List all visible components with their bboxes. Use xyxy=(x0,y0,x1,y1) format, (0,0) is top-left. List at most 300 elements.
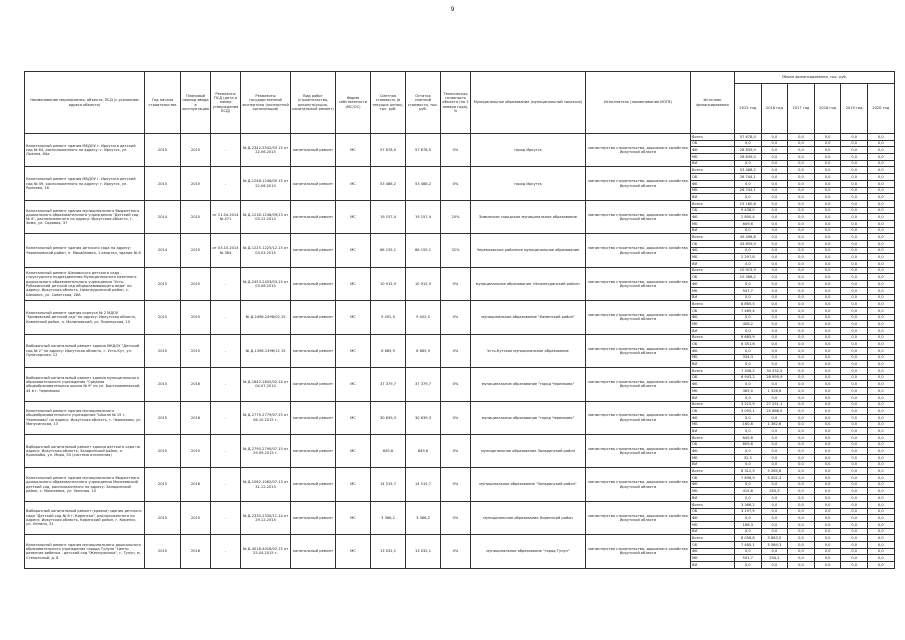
readiness: 0% xyxy=(441,401,471,434)
funding-value: 0,0 xyxy=(867,220,894,227)
funding-value: 0,0 xyxy=(841,174,868,181)
funding-value: 0,0 xyxy=(867,401,894,408)
funding-value: 0,0 xyxy=(814,287,841,294)
funding-value: 15 180,6 xyxy=(735,200,762,207)
funding-value: 0,0 xyxy=(841,187,868,194)
col-balance: Остаток сметной стоимости, тыс. руб. xyxy=(406,72,441,134)
col-year-start: Год начала строительства xyxy=(145,72,181,134)
funding-value: 0,0 xyxy=(735,414,762,421)
funding-value: 0,0 xyxy=(841,508,868,515)
funding-value: 0,0 xyxy=(788,535,815,542)
funding-value: 0,0 xyxy=(761,147,788,154)
table-row xyxy=(25,334,895,341)
funding-value: 0,0 xyxy=(814,562,841,569)
funding-value: 0,0 xyxy=(867,134,894,141)
funding-value: 0,0 xyxy=(761,234,788,241)
funding-value: 7 308,2 xyxy=(735,368,762,375)
funding-value: 0,0 xyxy=(841,448,868,455)
funding-value: 0,0 xyxy=(841,160,868,167)
funding-value: 5 883,5 xyxy=(761,535,788,542)
expertise-details: № Д-1396-1396/12 15 xyxy=(241,334,291,367)
funding-value: 0,0 xyxy=(735,194,762,201)
funding-value: 26 744,1 xyxy=(735,187,762,194)
year-start: 2015 xyxy=(145,167,181,200)
funding-value: 0,0 xyxy=(761,321,788,328)
ownership: МС xyxy=(336,134,371,167)
executor: министерство строительства, дорожного хозяйства Иркутской области xyxy=(586,267,691,300)
work-type: капитальный ремонт xyxy=(291,167,336,200)
funding-value: 365,0 xyxy=(735,388,762,395)
funding-value: 0,0 xyxy=(867,495,894,502)
funding-source: ОБ xyxy=(691,274,735,281)
funding-source: ВИ xyxy=(691,562,735,569)
col-readiness: Техническая готовность объекта (на 1 января года), % xyxy=(441,72,471,134)
funding-value: 0,0 xyxy=(788,394,815,401)
funding-value: 0,0 xyxy=(788,475,815,482)
funding-value: 0,0 xyxy=(788,495,815,502)
funding-source: ФБ xyxy=(691,481,735,488)
funding-value: 0,0 xyxy=(788,374,815,381)
funding-value: 0,0 xyxy=(735,562,762,569)
funding-value: 0,0 xyxy=(841,535,868,542)
funding-value: 0,0 xyxy=(814,254,841,261)
table-row xyxy=(25,501,895,508)
funding-value: 0,0 xyxy=(841,562,868,569)
funding-value: 0,0 xyxy=(761,428,788,435)
psd-details: - xyxy=(211,501,241,534)
funding-value: 0,0 xyxy=(761,247,788,254)
ownership: МС xyxy=(336,401,371,434)
funding-value: 0,0 xyxy=(867,267,894,274)
funding-value: 0,0 xyxy=(788,267,815,274)
funding-value: 0,0 xyxy=(735,160,762,167)
funding-source: ФБ xyxy=(691,180,735,187)
funding-value: 0,0 xyxy=(867,167,894,174)
funding-source: ВИ xyxy=(691,261,735,268)
funding-value: 0,0 xyxy=(841,327,868,334)
year-end: 2015 xyxy=(181,134,211,167)
funding-value: 0,0 xyxy=(788,408,815,415)
funding-value: 53 488,2 xyxy=(735,167,762,174)
funding-value: 0,0 xyxy=(841,321,868,328)
funding-value: 0,0 xyxy=(867,421,894,428)
funding-value: 0,0 xyxy=(735,314,762,321)
funding-value: 0,0 xyxy=(867,341,894,348)
col-year-2018: 2018 год xyxy=(814,84,841,134)
funding-value: 0,0 xyxy=(788,281,815,288)
funding-value: 0,0 xyxy=(867,488,894,495)
funding-source: Всего xyxy=(691,134,735,141)
municipality: муниципальное образование "Заларинский район" xyxy=(471,468,586,501)
funding-value: 25 888,5 xyxy=(761,408,788,415)
funding-value: 0,0 xyxy=(735,381,762,388)
funding-value: 1 526,6 xyxy=(761,388,788,395)
funding-value: 0,0 xyxy=(814,307,841,314)
funding-source: МБ xyxy=(691,321,735,328)
funding-value: 0,0 xyxy=(867,455,894,462)
funding-value: 57 678,0 xyxy=(735,134,762,141)
funding-source: Всего xyxy=(691,535,735,542)
year-start: 2015 xyxy=(145,468,181,501)
funding-source: Всего xyxy=(691,167,735,174)
funding-value: 0,0 xyxy=(761,274,788,281)
funding-value: 0,0 xyxy=(841,261,868,268)
executor: министерство строительства, дорожного хозяйства Иркутской области xyxy=(586,401,691,434)
funding-value: 0,0 xyxy=(788,515,815,522)
project-name: Капитальный ремонт Шеховского детского сада - структурного подразделения Муниципального казенного дошкольного образовательного учреждения "Усть-Рубахинский детский сад общеразвивающего вида" по адресу: Иркутская область, Нижнеудинский район, с. Шеховск, ул. Советская, 28А xyxy=(25,267,145,300)
funding-value: 0,0 xyxy=(841,214,868,221)
expertise-details: № Д-1218-1246/09/13 от 03.12.2013 xyxy=(241,200,291,233)
funding-value: 0,0 xyxy=(841,528,868,535)
funding-value: 0,0 xyxy=(867,448,894,455)
funding-source: ОБ xyxy=(691,140,735,147)
col-work-type: Вид работ (строительство, реконструкция, капитальный ремонт) xyxy=(291,72,336,134)
col-expertise: Реквизиты государственной экспертизы (экспертной организации) xyxy=(241,72,291,134)
funding-value: 0,0 xyxy=(814,220,841,227)
project-name: Капитальный ремонт здания муниципального бюджетного дошкольного образовательного учреждения Моисеевский детский сад, расположенного по адресу: Заларинский район, с. Моисеевка, ул. Зеленая, 10 xyxy=(25,468,145,501)
funding-value: 415,6 xyxy=(735,488,762,495)
balance: 9 002,0 xyxy=(406,301,441,334)
funding-value: 10 368,2 xyxy=(735,274,762,281)
funding-value: 0,0 xyxy=(788,294,815,301)
funding-value: 263,3 xyxy=(761,488,788,495)
funding-value: 0,0 xyxy=(761,434,788,441)
funding-source: ОБ xyxy=(691,441,735,448)
funding-value: 0,0 xyxy=(788,421,815,428)
funding-value: 0,0 xyxy=(788,361,815,368)
funding-value: 9 438,0 xyxy=(735,207,762,214)
ownership: МС xyxy=(336,234,371,267)
project-name: Выборочный капитальный ремонт (кровли) здания детского сада "Детский сад № 8 г. Киренска", расположенного по адресу: Иркутская область, Киренский район, г. Киренск, ул. Ленина, 31 xyxy=(25,501,145,534)
funding-source: МБ xyxy=(691,254,735,261)
funding-value: 0,0 xyxy=(788,501,815,508)
funding-value: 0,0 xyxy=(867,508,894,515)
funding-source: ФБ xyxy=(691,515,735,522)
funding-value: 0,0 xyxy=(788,327,815,334)
municipality: муниципальное образование "Каменский район" xyxy=(471,301,586,334)
funding-value: 0,0 xyxy=(867,361,894,368)
psd-details: от 03.10.2014 № 384 xyxy=(211,234,241,267)
work-type: капитальный ремонт xyxy=(291,401,336,434)
executor: министерство строительства, дорожного хозяйства Иркутской области xyxy=(586,468,691,501)
funding-value: 0,0 xyxy=(788,414,815,421)
funding-value: 0,0 xyxy=(761,381,788,388)
estimate: 66 155,1 xyxy=(371,234,406,267)
funding-value: 0,0 xyxy=(867,434,894,441)
funding-value: 649,6 xyxy=(735,434,762,441)
funding-value: 168,3 xyxy=(735,521,762,528)
col-year-2017: 2017 год xyxy=(788,84,815,134)
executor: министерство строительства, дорожного хозяйства Иркутской области xyxy=(586,434,691,467)
funding-value: 0,0 xyxy=(761,294,788,301)
funding-value: 7 469,4 xyxy=(735,307,762,314)
work-type: капитальный ремонт xyxy=(291,200,336,233)
funding-value: 0,0 xyxy=(788,481,815,488)
funding-value: 0,0 xyxy=(867,214,894,221)
funding-value: 0,0 xyxy=(788,234,815,241)
funding-value: 0,0 xyxy=(788,334,815,341)
funding-value: 0,0 xyxy=(867,200,894,207)
funding-source: МБ xyxy=(691,287,735,294)
readiness: 0% xyxy=(441,535,471,568)
funding-source: ОБ xyxy=(691,541,735,548)
year-end: 2015 xyxy=(181,301,211,334)
funding-value: 0,0 xyxy=(867,194,894,201)
funding-value: 0,0 xyxy=(867,301,894,308)
funding-value: 0,0 xyxy=(814,294,841,301)
funding-value: 0,0 xyxy=(841,167,868,174)
funding-source: Всего xyxy=(691,234,735,241)
funding-value: 0,0 xyxy=(761,214,788,221)
project-name: Капитальный ремонт здания муниципального дошкольного образовательного учреждения города Тулуна "Центр развития ребенка - детский сад "Жемчужинка", г. Тулун, м. Стекольный, д. 8 xyxy=(25,535,145,568)
funding-value: 0,0 xyxy=(841,301,868,308)
funding-value: 0,0 xyxy=(841,294,868,301)
funding-value: 0,0 xyxy=(841,254,868,261)
funding-value: 0,0 xyxy=(814,301,841,308)
balance: 6 685,9 xyxy=(406,334,441,367)
funding-source: ОБ xyxy=(691,207,735,214)
year-start: 2015 xyxy=(145,134,181,167)
funding-value: 0,0 xyxy=(814,267,841,274)
funding-value: 0,0 xyxy=(761,220,788,227)
year-end: 2016 xyxy=(181,468,211,501)
funding-value: 649,6 xyxy=(735,220,762,227)
funding-value: 0,0 xyxy=(841,274,868,281)
funding-value: 0,0 xyxy=(841,341,868,348)
funding-value: 0,0 xyxy=(867,227,894,234)
ownership: МС xyxy=(336,434,371,467)
balance: 19 157,4 xyxy=(406,200,441,233)
ownership: МС xyxy=(336,334,371,367)
funding-value: 0,0 xyxy=(788,287,815,294)
funding-value: 0,0 xyxy=(867,187,894,194)
funding-value: 0,0 xyxy=(867,521,894,528)
funding-source: ОБ xyxy=(691,374,735,381)
funding-value: 0,0 xyxy=(841,241,868,248)
funding-value: 0,0 xyxy=(788,134,815,141)
funding-value: 0,0 xyxy=(867,408,894,415)
funding-value: 0,0 xyxy=(841,441,868,448)
work-type: капитальный ремонт xyxy=(291,334,336,367)
funding-value: 0,0 xyxy=(761,394,788,401)
funding-value: 0,0 xyxy=(735,361,762,368)
municipality: муниципальное образование "город Черемхово" xyxy=(471,401,586,434)
funding-value: 0,0 xyxy=(841,461,868,468)
funding-value: 0,0 xyxy=(841,200,868,207)
funding-source: ОБ xyxy=(691,508,735,515)
readiness: 0% xyxy=(441,167,471,200)
table-row xyxy=(25,200,895,207)
col-name: Наименование мероприятия, объекта, ПСД (с указанием адреса объекта) xyxy=(25,72,145,134)
funding-value: 0,0 xyxy=(814,475,841,482)
funding-source: МБ xyxy=(691,555,735,562)
funding-value: 3 215,9 xyxy=(735,401,762,408)
funding-value: 0,0 xyxy=(788,541,815,548)
funding-source: Всего xyxy=(691,301,735,308)
funding-value: 0,0 xyxy=(814,394,841,401)
funding-value: 0,0 xyxy=(814,194,841,201)
funding-value: 0,0 xyxy=(841,281,868,288)
funding-value: 0,0 xyxy=(814,167,841,174)
municipality: муниципальное образование «Нижнеудинский район» xyxy=(471,267,586,300)
funding-value: 0,0 xyxy=(841,388,868,395)
funding-value: 0,0 xyxy=(867,334,894,341)
funding-value: 0,0 xyxy=(814,247,841,254)
funding-value: 0,0 xyxy=(788,274,815,281)
funding-value: 0,0 xyxy=(761,414,788,421)
funding-value: 0,0 xyxy=(867,160,894,167)
year-end: 2015 xyxy=(181,167,211,200)
funding-value: 0,0 xyxy=(814,428,841,435)
readiness: 20% xyxy=(441,200,471,233)
funding-value: 0,0 xyxy=(867,281,894,288)
funding-source: ВИ xyxy=(691,194,735,201)
year-start: 2015 xyxy=(145,368,181,401)
funding-source: МБ xyxy=(691,154,735,161)
funding-source: ВИ xyxy=(691,461,735,468)
funding-value: 0,0 xyxy=(841,227,868,234)
psd-details: - xyxy=(211,334,241,367)
funding-source: ФБ xyxy=(691,247,735,254)
funding-source: ОБ xyxy=(691,174,735,181)
funding-value: 0,0 xyxy=(788,147,815,154)
funding-value: 609,6 xyxy=(735,441,762,448)
funding-value: 0,0 xyxy=(867,481,894,488)
executor: министерство строительства, дорожного хозяйства Иркутской области xyxy=(586,334,691,367)
funding-value: 0,0 xyxy=(867,294,894,301)
expertise-details: № Д-1246-1246/09 15 от 22.06.2015 xyxy=(241,167,291,200)
funding-source: Всего xyxy=(691,468,735,475)
funding-value: 0,0 xyxy=(788,187,815,194)
funding-value: 0,0 xyxy=(761,154,788,161)
funding-source: ФБ xyxy=(691,414,735,421)
funding-value: 0,0 xyxy=(867,555,894,562)
funding-value: 0,0 xyxy=(841,495,868,502)
estimate: 14 515,7 xyxy=(371,468,406,501)
col-ownership: Форма собственности (МС/ОС) xyxy=(336,72,371,134)
table-row xyxy=(25,434,895,441)
funding-value: 0,0 xyxy=(761,481,788,488)
year-start: 2014 xyxy=(145,200,181,233)
funding-value: 0,0 xyxy=(841,434,868,441)
estimate: 37 379,7 xyxy=(371,368,406,401)
year-start: 2015 xyxy=(145,434,181,467)
funding-value: 0,0 xyxy=(814,327,841,334)
expertise-details: № Д-1642-1642/02.14 от 04.07.2014 xyxy=(241,368,291,401)
funding-value: 0,0 xyxy=(761,287,788,294)
funding-value: 28 995,9 xyxy=(761,374,788,381)
funding-value: 0,0 xyxy=(841,287,868,294)
funding-value: 0,0 xyxy=(788,354,815,361)
funding-value: 0,0 xyxy=(814,334,841,341)
funding-value: 0,0 xyxy=(814,187,841,194)
funding-value: 8 058,8 xyxy=(735,535,762,542)
funding-value: 0,0 xyxy=(841,468,868,475)
estimate: 13 032,1 xyxy=(371,535,406,568)
funding-value: 0,0 xyxy=(841,134,868,141)
funding-value: 0,0 xyxy=(788,174,815,181)
funding-value: 5 589,3 xyxy=(761,541,788,548)
funding-value: 0,0 xyxy=(735,348,762,355)
year-end: 2015 xyxy=(181,234,211,267)
work-type: капитальный ремонт xyxy=(291,267,336,300)
estimate: 57 678,0 xyxy=(371,134,406,167)
funding-value: 0,0 xyxy=(788,388,815,395)
funding-value: 7 485,1 xyxy=(735,541,762,548)
ownership: МС xyxy=(336,167,371,200)
readiness: 32% xyxy=(441,234,471,267)
work-type: капитальный ремонт xyxy=(291,301,336,334)
project-name: Капитальный ремонт здания детского сада по адресу: Черемховский район, п. Михайловка, 1 квартал, здание № 6 xyxy=(25,234,145,267)
balance: 30 639,3 xyxy=(406,401,441,434)
funding-value: 0,0 xyxy=(867,368,894,375)
readiness: 0% xyxy=(441,501,471,534)
funding-value: 0,0 xyxy=(841,368,868,375)
funding-value: 0,0 xyxy=(814,481,841,488)
funding-value: 0,0 xyxy=(788,200,815,207)
funding-value: 0,0 xyxy=(867,307,894,314)
funding-value: 0,0 xyxy=(761,495,788,502)
funding-value: 0,0 xyxy=(867,247,894,254)
funding-source: ФБ xyxy=(691,214,735,221)
funding-value: 0,0 xyxy=(814,521,841,528)
funding-value: 547,7 xyxy=(735,287,762,294)
year-end: 2015 xyxy=(181,434,211,467)
funding-value: 0,0 xyxy=(814,321,841,328)
funding-source: МБ xyxy=(691,354,735,361)
funding-value: 0,0 xyxy=(761,241,788,248)
funding-value: 0,0 xyxy=(761,194,788,201)
col-estimate: Сметная стоимость (в текущих ценах), тыс. руб. xyxy=(371,72,406,134)
funding-value: 0,0 xyxy=(788,401,815,408)
ownership: МС xyxy=(336,368,371,401)
project-name: Выборочный капитальный ремонт здания детского сада по адресу: Иркутская область, Заларинский район, п. Кромкобы, ул. Мира, 54 (система отопления) xyxy=(25,434,145,467)
expertise-details: № Д-2453-2453/03.15 от 03.06.2015 xyxy=(241,267,291,300)
funding-value: 0,0 xyxy=(788,555,815,562)
funding-value: 0,0 xyxy=(761,441,788,448)
funding-value: 3 366,2 xyxy=(735,501,762,508)
expertise-details: № Д-2790-2790/07.15 от 29.09.2015 г. xyxy=(241,434,291,467)
funding-value: 0,0 xyxy=(841,501,868,508)
funding-value: 43 659,0 xyxy=(735,241,762,248)
table-row xyxy=(25,401,895,408)
psd-details: - xyxy=(211,434,241,467)
funding-value: 2 297,8 xyxy=(735,254,762,261)
funding-value: 0,0 xyxy=(761,348,788,355)
table-row xyxy=(25,234,895,241)
funding-value: 0,0 xyxy=(814,508,841,515)
funding-value: 5 265,6 xyxy=(761,468,788,475)
col-year-2020: 2020 год xyxy=(867,84,894,134)
funding-value: 0,0 xyxy=(867,461,894,468)
funding-source: ВИ xyxy=(691,528,735,535)
funding-value: 0,0 xyxy=(841,408,868,415)
table-row xyxy=(25,134,895,141)
balance: 66 155,1 xyxy=(406,234,441,267)
funding-value: 0,0 xyxy=(867,207,894,214)
funding-value: 0,0 xyxy=(841,348,868,355)
table-row xyxy=(25,267,895,274)
executor: министерство строительства, дорожного хозяйства Иркутской области xyxy=(586,134,691,167)
funding-value: 0,0 xyxy=(867,548,894,555)
readiness: 0% xyxy=(441,301,471,334)
funding-value: 0,0 xyxy=(867,501,894,508)
funding-value: 0,0 xyxy=(814,488,841,495)
balance: 3 366,2 xyxy=(406,501,441,534)
funding-value: 0,0 xyxy=(788,160,815,167)
funding-value: 0,0 xyxy=(841,515,868,522)
funding-value: 0,0 xyxy=(867,475,894,482)
